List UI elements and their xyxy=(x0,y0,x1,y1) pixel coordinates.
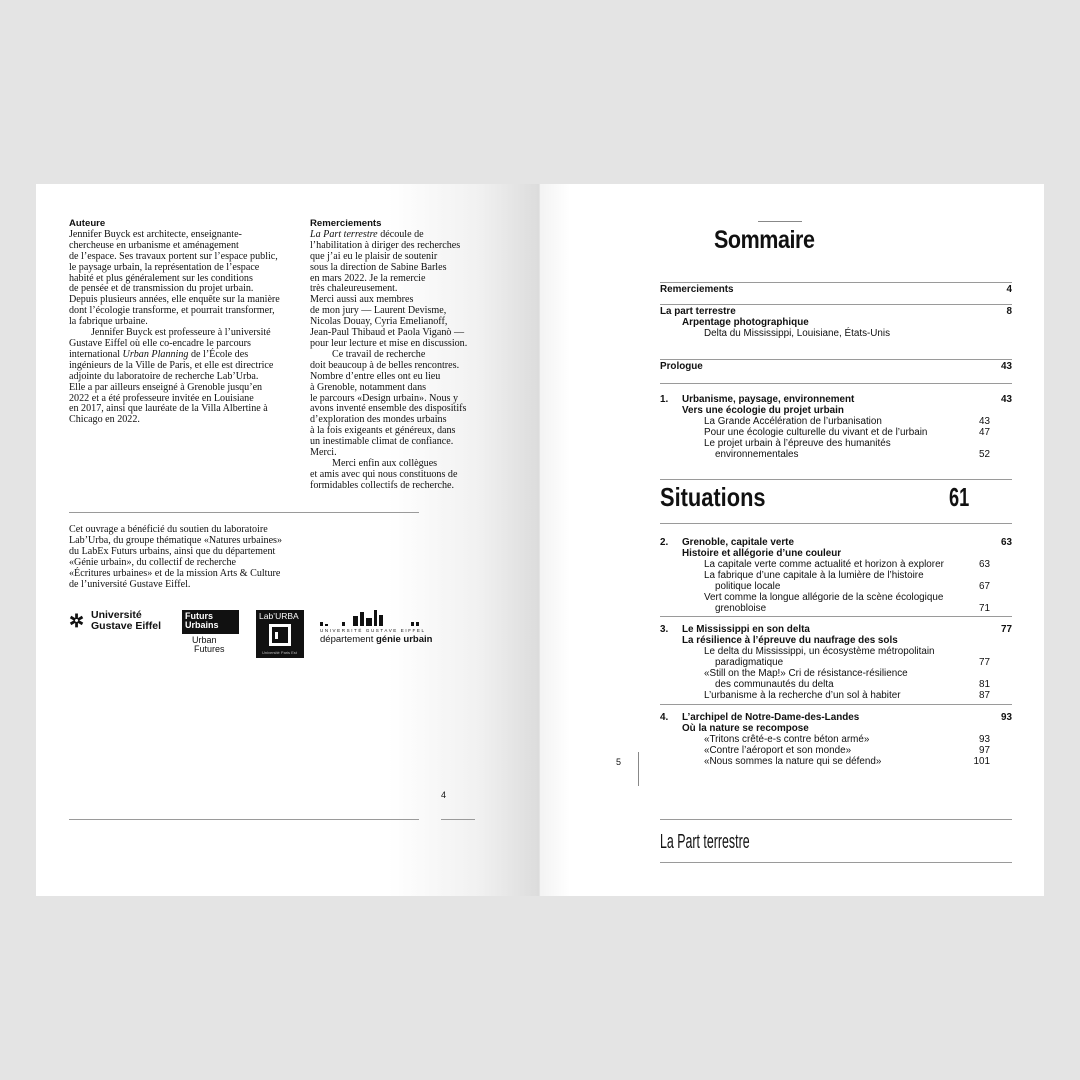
logo-text: Université Gustave Eiffel xyxy=(91,609,162,632)
toc-rule xyxy=(660,383,1012,384)
page-number: 5 xyxy=(616,757,622,767)
toc-chapter-1: 1. Urbanisme, paysage, environnement 43 Vers une écologie du projet urbain La Grande Accélération de l’urbanisation 43 Pour une écologie culturelle du vivant et de l’urbain 47 Le projet urbain à l’épreuve des humanités environnementales 52 xyxy=(660,394,1012,460)
laburba-logo: Lab’URBA Université Paris Est xyxy=(256,610,304,658)
toc-entry-prologue: Prologue 43 xyxy=(660,361,1012,372)
support-note: Cet ouvrage a bénéficié du soutien du laboratoire Lab’Urba, du groupe thématique «Natures urbaines» du LabEx Futurs urbains, ainsi que du département «Génie urbain», du collectif de recherche «Écritures urbaines» et de la mission Arts & Culture de l’université Gustave Eiffel. xyxy=(69,524,283,590)
toc-chapter-2: 2. Grenoble, capitale verte 63 Histoire et allégorie d’une couleur La capitale verte comme actualité et horizon à explorer 63 La fabrique d’une capitale à la lumière de l’histoire politique locale 67 Vert comme la longue allégorie de la scène écologique grenobloise 71 xyxy=(660,537,1012,614)
divider xyxy=(69,512,419,513)
thanks-paragraph-1 xyxy=(310,230,500,350)
toc-rule xyxy=(660,282,1012,283)
toc-title: Sommaire xyxy=(714,226,815,254)
book-title: La Part terrestre xyxy=(310,228,378,240)
section-rule xyxy=(660,523,1012,524)
footer-rule-short xyxy=(441,819,475,820)
right-page xyxy=(540,184,1044,896)
toc-rule xyxy=(660,304,1012,305)
toc-entry-part-terrestre: La part terrestre 8 Arpentage photographique Delta du Mississippi, Louisiane, États-Unis xyxy=(660,306,1012,339)
section-rule xyxy=(660,479,1012,480)
running-title: La Part terrestre xyxy=(660,831,750,853)
toc-entry-remerciements: Remerciements 4 xyxy=(660,284,1012,295)
futurs-urbains-logo: Futurs Urbains Urban Futures xyxy=(182,610,240,654)
footer-rule xyxy=(660,819,1012,820)
thanks-paragraph-2: Ce travail de recherche doit beaucoup à de belles rencontres. Nombre d’entre elles ont eu lieu à Grenoble, notamment dans le parcours «Design urbain». Nous y avons inventé ensemble des dispositifs d’exploration des mondes urbains à la fois exigeants et généreux, dans un inestimable climat de confiance. Merci. xyxy=(310,348,467,459)
title-rule xyxy=(758,221,802,222)
author-heading: Auteure xyxy=(69,218,106,229)
author-bio-text: de l’École des ingénieurs de la Ville de Paris, et elle est directrice adjointe du laboratoire de recherche Lab’Urba. Elle a par ailleurs enseigné à Grenoble jusqu’en 2022 et a été professeure invitée en Louisiane en 2017, ainsi que lauréate de la Villa Albertine à Chicago en 2022. xyxy=(69,348,274,426)
toc-chapter-3: 3. Le Mississippi en son delta 77 La résilience à l’épreuve du naufrage des sols Le delta du Mississippi, un écosystème métropolitain paradigmatique 77 «Still on the Map!» Cri de résistance-résilience des communautés du delta 81 L’urbanisme à la recherche d’un sol à habiter 87 xyxy=(660,624,1012,701)
toc-rule xyxy=(660,704,1012,705)
author-bio-paragraph-2 xyxy=(69,328,309,426)
asterisk-logo-icon: ✲ xyxy=(69,611,85,631)
toc-chapter-4: 4. L’archipel de Notre-Dame-des-Landes 93 Où la nature se recompose «Tritons crêté-e-s contre béton armé» 93 «Contre l’aéroport et son monde» 97 «Nous sommes la nature qui se défend» 101 xyxy=(660,712,1012,767)
section-situations: Situations 61 xyxy=(660,482,970,512)
genie-urbain-logo: UNIVERSITÉ GUSTAVE EIFFEL département génie urbain xyxy=(320,610,430,645)
author-bio-text: Jennifer Buyck est professeure à l’université Gustave Eiffel où elle co-encadre le parcours international xyxy=(69,327,271,360)
folio-rule xyxy=(638,752,639,786)
footer-rule xyxy=(660,862,1012,863)
toc-rule xyxy=(660,359,1012,360)
program-name: Urban Planning xyxy=(122,348,189,360)
thanks-column xyxy=(310,219,500,492)
toc-rule xyxy=(660,616,1012,617)
author-column xyxy=(69,219,309,426)
left-page xyxy=(36,184,539,896)
thanks-text: découle de l’habilitation à diriger des recherches que j’ai eu le plaisir de soutenir sous la direction de Sabine Barles en mars 2022. Je la remercie très chaleureusement. Merci aussi aux membres de mon jury — Laurent Devisme, Nicolas Douay, Cyria Emelianoff, Jean-Paul Thibaud et Paola Viganò — pour leur lecture et mise en discussion. xyxy=(310,228,468,349)
thanks-paragraph-3: Merci enfin aux collègues et amis avec qui nous constituons de formidables collectifs de recherche. xyxy=(310,457,458,491)
page-number: 4 xyxy=(441,790,447,800)
author-bio-paragraph-1: Jennifer Buyck est architecte, enseignante- chercheuse en urbanisme et aménagement de l’espace. Ses travaux portent sur l’espace public, le paysage urbain, la représentation de l’espace habité et plus généralement sur les conditions de pensée et de transmission du projet urbain. Depuis plusieurs années, elle enquête sur la manière dont l’écologie transforme, et pourrait transformer, la fabrique urbaine. xyxy=(69,228,280,328)
footer-rule xyxy=(69,819,419,820)
thanks-heading: Remerciements xyxy=(310,218,382,229)
laburba-mark-icon xyxy=(269,624,291,646)
skyline-icon xyxy=(320,610,430,626)
